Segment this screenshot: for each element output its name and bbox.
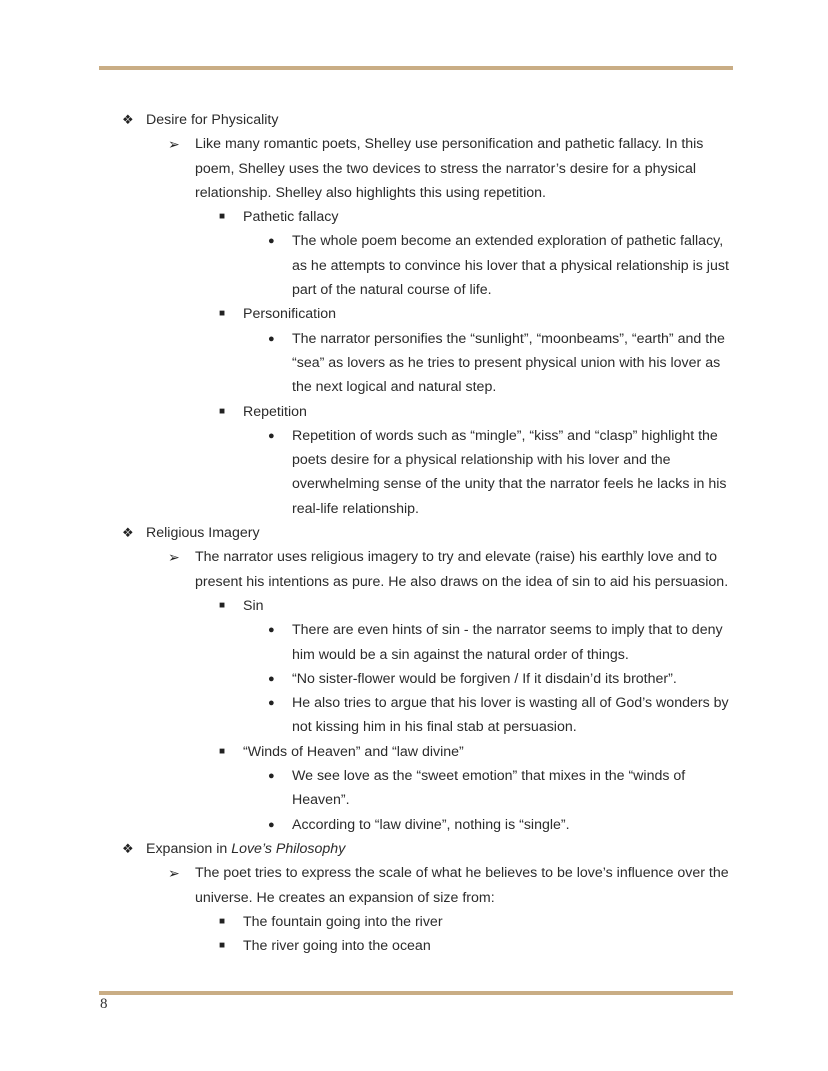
list-item <box>0 229 732 302</box>
arrow-point <box>0 861 735 910</box>
list-item <box>0 424 732 521</box>
diamond-bullet-icon: ❖ <box>122 112 134 127</box>
arrow-bullet-icon: ➢ <box>168 865 180 882</box>
section-heading-religious <box>0 521 736 545</box>
section-heading-expansion <box>0 837 736 861</box>
sub-heading-text: “Winds of Heaven” and “law divine” <box>243 743 464 760</box>
sub-heading-pathetic-fallacy <box>0 205 735 229</box>
list-item <box>0 764 732 813</box>
section-heading-physicality <box>0 108 736 132</box>
dot-bullet-icon: ● <box>268 770 275 783</box>
section-title: Religious Imagery <box>146 525 260 542</box>
dot-bullet-icon: ● <box>268 624 275 637</box>
sub-heading-winds <box>0 740 735 764</box>
list-item <box>0 813 732 837</box>
list-item <box>0 327 732 400</box>
square-bullet-icon: ■ <box>219 745 226 757</box>
dot-bullet-icon: ● <box>268 818 275 831</box>
list-item-text: We see love as the “sweet emotion” that mixes in the “winds of Heaven”. <box>292 768 686 809</box>
bottom-divider <box>99 991 733 995</box>
dot-bullet-icon: ● <box>268 672 275 685</box>
list-item-text: Repetition of words such as “mingle”, “kiss” and “clasp” highlight the poets desire for a physical relationship with his lover and the overwhelming sense of the unity that the narrator feels he lacks in his real-life relationship. <box>292 427 727 517</box>
page-number: 8 <box>100 996 108 1012</box>
list-item-text: The river going into the ocean <box>243 938 431 955</box>
square-bullet-icon: ■ <box>219 308 226 320</box>
point-text: Like many romantic poets, Shelley use personification and pathetic fallacy. In this poem, Shelley uses the two devices to stress the narrator’s desire for a physical relationship. Shelley also highlights this using repetition. <box>195 136 704 201</box>
sub-heading-personification <box>0 302 735 326</box>
poem-title: Love’s Philosophy <box>231 840 346 857</box>
dot-bullet-icon: ● <box>268 235 275 248</box>
sub-heading-text: Sin <box>243 597 264 614</box>
sub-heading-text: Personification <box>243 306 337 323</box>
list-item-text: “No sister-flower would be forgiven / If it disdain’d its brother”. <box>292 670 677 687</box>
list-item <box>0 934 735 958</box>
dot-bullet-icon: ● <box>268 429 275 442</box>
document-body <box>0 108 828 958</box>
list-item-text: He also tries to argue that his lover is wasting all of God’s wonders by not kissing him in his final stab at persuasion. <box>292 695 729 736</box>
list-item <box>0 618 732 667</box>
list-item-text: The narrator personifies the “sunlight”, “moonbeams”, “earth” and the “sea” as lovers as he tries to present physical union with his lover as the next logical and natural step. <box>292 330 725 396</box>
sub-heading-sin <box>0 594 735 618</box>
point-text: The narrator uses religious imagery to try and elevate (raise) his earthly love and to present his intentions as pure. He also draws on the idea of sin to aid his persuasion. <box>195 549 729 590</box>
sub-heading-repetition <box>0 400 735 424</box>
list-item-text: The fountain going into the river <box>243 913 443 930</box>
point-text: The poet tries to express the scale of what he believes to be love’s influence over the universe. He creates an expansion of size from: <box>195 865 729 906</box>
arrow-point <box>0 132 735 205</box>
square-bullet-icon: ■ <box>219 940 226 952</box>
dot-bullet-icon: ● <box>268 332 275 345</box>
diamond-bullet-icon: ❖ <box>122 840 134 856</box>
dot-bullet-icon: ● <box>268 697 275 710</box>
section-title-prefix: Expansion in <box>146 840 232 857</box>
diamond-bullet-icon: ❖ <box>122 525 134 541</box>
section-title: Desire for Physicality <box>146 112 279 128</box>
list-item <box>0 691 732 740</box>
square-bullet-icon: ■ <box>219 211 226 223</box>
sub-heading-text: Pathetic fallacy <box>243 209 339 226</box>
arrow-bullet-icon: ➢ <box>168 549 180 566</box>
list-item-text: According to “law divine”, nothing is “single”. <box>292 816 570 833</box>
arrow-point <box>0 545 735 594</box>
list-item <box>0 910 735 934</box>
list-item <box>0 667 732 691</box>
list-item-text: The whole poem become an extended exploration of pathetic fallacy, as he attempts to convince his lover that a physical relationship is just part of the natural course of life. <box>292 233 729 299</box>
square-bullet-icon: ■ <box>219 915 226 927</box>
list-item-text: There are even hints of sin - the narrator seems to imply that to deny him would be a sin against the natural order of things. <box>292 622 723 663</box>
square-bullet-icon: ■ <box>219 405 226 417</box>
sub-heading-text: Repetition <box>243 403 307 420</box>
square-bullet-icon: ■ <box>219 599 226 611</box>
arrow-bullet-icon: ➢ <box>168 136 180 153</box>
top-divider <box>99 66 733 70</box>
